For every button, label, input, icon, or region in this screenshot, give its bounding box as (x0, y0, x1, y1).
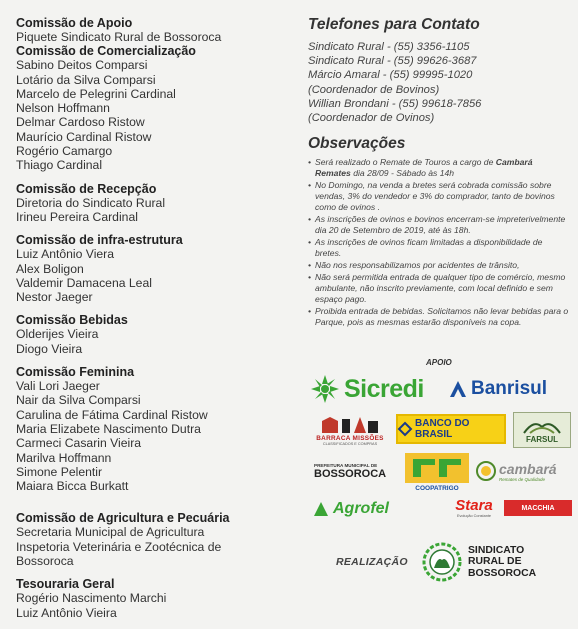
contact-line: Willian Brondani - (55) 99618-7856 (308, 97, 482, 110)
committee-feminina (16, 365, 288, 493)
banco-do-brasil-icon (398, 422, 412, 436)
contact-line: (Coordenador de Bovinos) (308, 83, 440, 96)
committee-member: Nelson Hoffmann (16, 101, 110, 116)
barraca-missoes-logo: BARRACA MISSÕES CLASSIFICADOS E COMPRAS (312, 412, 388, 448)
coopatrigo-logo: COOPATRIGO (400, 450, 474, 494)
committee-title: Comissão de infra-estrutura (16, 233, 183, 248)
committee-member: Simone Pelentir (16, 464, 103, 479)
committee-title: Comissão Bebidas (16, 313, 128, 328)
committee-member: Maria Elizabete Nascimento Dutra (16, 421, 201, 436)
cambara-remates-logo: cambará Remates de Qualidade (476, 458, 572, 484)
committee-member: Valdemir Damacena Leal (16, 275, 152, 290)
committees-column (16, 16, 288, 629)
committee-title: Comissão de Apoio (16, 16, 133, 30)
committee-bebidas (16, 313, 288, 356)
committee-member: Sabino Deitos Comparsi (16, 58, 148, 73)
committee-recepcao (16, 182, 288, 225)
committee-member: Rogério Nascimento Marchi (16, 591, 167, 606)
agrofel-logo: Agrofel (312, 496, 416, 522)
apoio-label: APOIO (426, 358, 452, 367)
committee-title: Comissão Feminina (16, 365, 135, 380)
contact-line: Márcio Amaral - (55) 99995-1020 (308, 69, 473, 82)
prefeitura-bossoroca-logo: PREFEITURA MUNICIPAL DE BOSSOROCA (312, 456, 386, 486)
macchia-logo: MACCHIA (504, 500, 572, 516)
committee-infra (16, 233, 288, 304)
observation-item: • No Domingo, na venda a bretes será cobrada comissão sobre vendas, 3% do vendedor e 3% do comprador, tanto de bovinos como de ovinos . (308, 180, 570, 213)
sicredi-icon (310, 374, 340, 404)
observation-item: • As inscrições de ovinos e bovinos encerram-se impreterivelmente dia 20 de Setembro de 2019, até às 18h. (308, 214, 570, 236)
committee-title: Comissão de Agricultura e Pecuária (16, 511, 230, 526)
committee-member: Nair da Silva Comparsi (16, 393, 141, 408)
contact-line: Sindicato Rural - (55) 3356-1105 (308, 41, 470, 53)
farsul-logo: FARSUL (513, 412, 571, 448)
committee-member: Lotário da Silva Comparsi (16, 72, 156, 87)
barraca-icon (320, 415, 380, 435)
realizacao-label: REALIZAÇÃO (336, 556, 408, 568)
committee-member: Vali Lori Jaeger (16, 379, 100, 394)
banrisul-icon (448, 379, 468, 399)
committee-member: Delmar Cardoso Ristow (16, 115, 145, 130)
cambara-icon (476, 461, 496, 481)
committee-member: Luiz Antônio Vieira (16, 605, 117, 620)
observations-title: Observações (308, 135, 406, 153)
committee-title: Tesouraria Geral (16, 577, 115, 592)
contact-line: Sindicato Rural - (55) 99626-3687 (308, 55, 477, 68)
observation-item: • Proibida entrada de bebidas. Solicitamos não levar bebidas para o Parque, pois as mesmas estarão disponíveis na copa. (308, 306, 570, 328)
observation-item: • As inscrições de ovinos ficam limitadas a disponibilidade de bretes. (308, 237, 570, 259)
observations-list (308, 157, 570, 328)
committee-comercializacao (16, 44, 288, 172)
sindicato-emblem-icon (422, 542, 462, 582)
observation-item: • Não nos responsabilizamos por acidentes de trânsito, (308, 260, 570, 271)
committee-title: Comissão de Recepção (16, 181, 157, 196)
committee-apoio (16, 16, 288, 44)
banco-do-brasil-logo: BANCO DO BRASIL (396, 414, 506, 444)
banrisul-logo: Banrisul (448, 374, 572, 404)
farsul-icon (522, 417, 562, 435)
committee-member: Olderijes Vieira (16, 327, 99, 342)
contact-line: (Coordenador de Ovinos) (308, 112, 435, 125)
committee-member: Maurício Cardinal Ristow (16, 129, 152, 144)
committee-member: Diretoria do Sindicato Rural (16, 195, 166, 210)
committee-member: Irineu Pereira Cardinal (16, 209, 138, 224)
committee-member: Bossoroca (16, 554, 74, 569)
committee-tesouraria (16, 577, 288, 620)
observation-item: • Não será permitida entrada de qualquer tipo de comércio, mesmo ambulante, não inscrito previamente, com local definido e sem espaço pago. (308, 272, 570, 305)
committee-member: Inspetoria Veterinária e Zootécnica de (16, 539, 222, 554)
committee-member: Carulina de Fátima Cardinal Ristow (16, 407, 208, 422)
committee-member: Diogo Vieira (16, 341, 83, 356)
info-column (308, 16, 570, 329)
committee-member: Piquete Sindicato Rural de Bossoroca (16, 30, 222, 44)
agrofel-icon (312, 500, 330, 518)
committee-member: Nestor Jaeger (16, 290, 93, 305)
committee-agricultura (16, 511, 288, 568)
committee-member: Marilva Hoffmann (16, 450, 112, 465)
contacts-title: Telefones para Contato (308, 16, 480, 33)
committee-member: Maiara Bicca Burkatt (16, 479, 129, 494)
committee-member: Carmeci Casarin Vieira (16, 436, 142, 451)
stara-logo: Stara Evolução Constante (455, 496, 493, 518)
sindicato-rural-logo: SINDICATO RURAL DE BOSSOROCA (422, 540, 570, 584)
committee-member: Rogério Camargo (16, 144, 113, 159)
committee-member: Luiz Antônio Viera (16, 247, 115, 262)
committee-member: Alex Boligon (16, 261, 84, 276)
coopatrigo-icon (405, 453, 469, 483)
sicredi-logo: Sicredi (310, 372, 446, 406)
observation-item: • Será realizado o Remate de Touros a cargo de Cambará Remates dia 28/09 - Sábado às 14h (308, 157, 570, 179)
committee-member: Secretaria Municipal de Agricultura (16, 525, 205, 540)
committee-member: Marcelo de Pelegrini Cardinal (16, 86, 176, 101)
sponsors-area (308, 358, 570, 530)
committee-member: Thiago Cardinal (16, 158, 103, 173)
committee-title: Comissão de Comercialização (16, 44, 196, 59)
